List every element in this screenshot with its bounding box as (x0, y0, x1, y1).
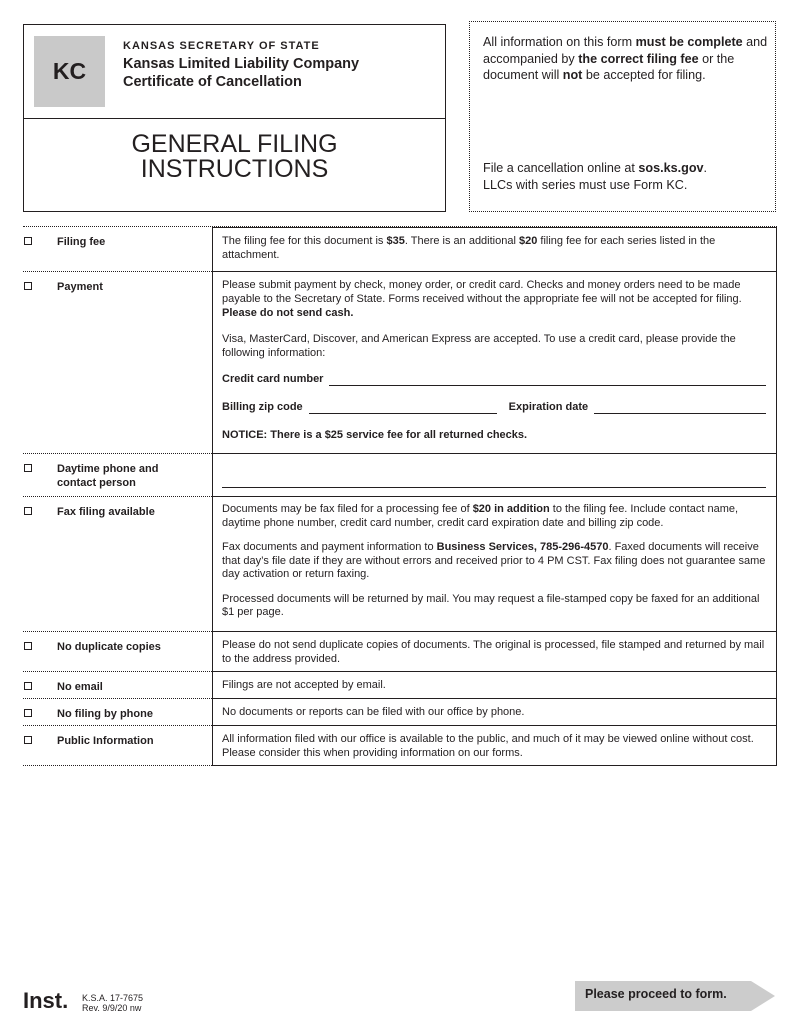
statute-number: K.S.A. 17-7675 (82, 993, 144, 1003)
row-label: Daytime phone and contact person (57, 463, 159, 489)
notice-paragraph-1: All information on this form must be complete and accompanied by the correct filing fee or the document will not be accepted for filing. (483, 35, 768, 82)
row-content: Filings are not accepted by email. (212, 672, 777, 699)
expiration-label: Expiration date (508, 401, 589, 413)
credit-card-field[interactable] (222, 372, 766, 386)
row-duplicate-copies (23, 632, 777, 672)
expiration-input[interactable] (594, 404, 766, 414)
page-title-line2: INSTRUCTIONS (140, 155, 329, 183)
row-content: Please do not send duplicate copies of documents. The original is processed, file stamped and returned by mail to the address provided. (212, 632, 777, 672)
checkbox[interactable] (24, 736, 32, 744)
page-title-line1: GENERAL FILING (131, 130, 338, 158)
billing-row (222, 400, 766, 414)
row-content (212, 454, 777, 497)
row-content: All information filed with our office is available to the public, and much of it may be viewed online without cost. Please consider this when providing information on our forms. (212, 726, 777, 766)
instructions-label: Inst. (23, 988, 69, 1013)
form-title-line2: Certificate of Cancellation (123, 74, 302, 90)
row-label: Filing fee (57, 236, 106, 248)
instructions-table (23, 226, 777, 766)
billing-zip-label: Billing zip code (222, 401, 303, 413)
daytime-contact-input[interactable] (222, 478, 766, 488)
row-daytime-phone (23, 454, 777, 497)
row-filing-fee (23, 227, 777, 272)
notice-paragraph-2: File a cancellation online at sos.ks.gov. LLCs with series must use Form KC. (483, 161, 708, 192)
row-content: No documents or reports can be filed with our office by phone. (212, 699, 777, 726)
checkbox[interactable] (24, 682, 32, 690)
returned-check-notice: NOTICE: There is a $25 service fee for all returned checks. (222, 429, 528, 441)
row-label: Fax filing available (57, 506, 155, 518)
row-fax-filing (23, 497, 777, 632)
proceed-to-form-button[interactable] (575, 981, 775, 1011)
form-badge: KC (34, 36, 105, 107)
credit-card-input[interactable] (329, 376, 766, 386)
billing-zip-input[interactable] (309, 404, 497, 414)
checkbox[interactable] (24, 282, 32, 290)
form-header (23, 24, 446, 212)
row-no-email (23, 672, 777, 699)
checkbox[interactable] (24, 237, 32, 245)
row-content: The filing fee for this document is $35. There is an additional $20 filing fee for each series listed in the attachment. (212, 227, 777, 272)
row-public-information (23, 726, 777, 766)
row-payment (23, 272, 777, 454)
proceed-label: Please proceed to form. (585, 987, 727, 1001)
row-label: No email (57, 681, 103, 693)
checkbox[interactable] (24, 642, 32, 650)
row-label: No filing by phone (57, 708, 153, 720)
form-title (123, 55, 359, 91)
row-label: No duplicate copies (57, 641, 161, 653)
credit-card-label: Credit card number (222, 373, 324, 385)
row-label: Public Information (57, 735, 154, 747)
row-content: Documents may be fax filed for a processing fee of $20 in addition to the filing fee. Include contact name, daytime phone number, credit card number, credit card expiration date and billing zip code. Fax documents and payment information to Business Services, 785-296-4570. Faxed documents will receive that day’s file date if they are without errors and received prior to 4 PM CST. Fax filing does not guarantee same day activation or return faxing. Processed documents will be returned by mail. You may request a file-stamped copy be faxed for an additional $1 per page. (212, 497, 777, 632)
checkbox[interactable] (24, 464, 32, 472)
filing-notice (469, 21, 776, 212)
revision-date: Rev. 9/9/20 nw (82, 1003, 142, 1013)
header-divider (24, 118, 445, 119)
page-title (24, 132, 445, 182)
checkbox[interactable] (24, 507, 32, 515)
website-link[interactable]: sos.ks.gov (638, 161, 704, 175)
form-title-line1: Kansas Limited Liability Company (123, 56, 360, 72)
row-label: Payment (57, 281, 103, 293)
checkbox[interactable] (24, 709, 32, 717)
row-content: Please submit payment by check, money order, or credit card. Checks and money orders need to be made payable to the Secretary of State. Forms received without the appropriate fee will not be accepted for filing. Please do not send cash. Visa, MasterCard, Discover, and American Express are accepted. To use a credit card, please provide the following information: Credit card number Billing zip code Expiration date NOTICE: There is a $25 service fee for all returned checks. (212, 272, 777, 454)
agency-name: KANSAS SECRETARY OF STATE (123, 40, 320, 52)
statute-reference (82, 993, 143, 1013)
row-no-phone-filing (23, 699, 777, 726)
